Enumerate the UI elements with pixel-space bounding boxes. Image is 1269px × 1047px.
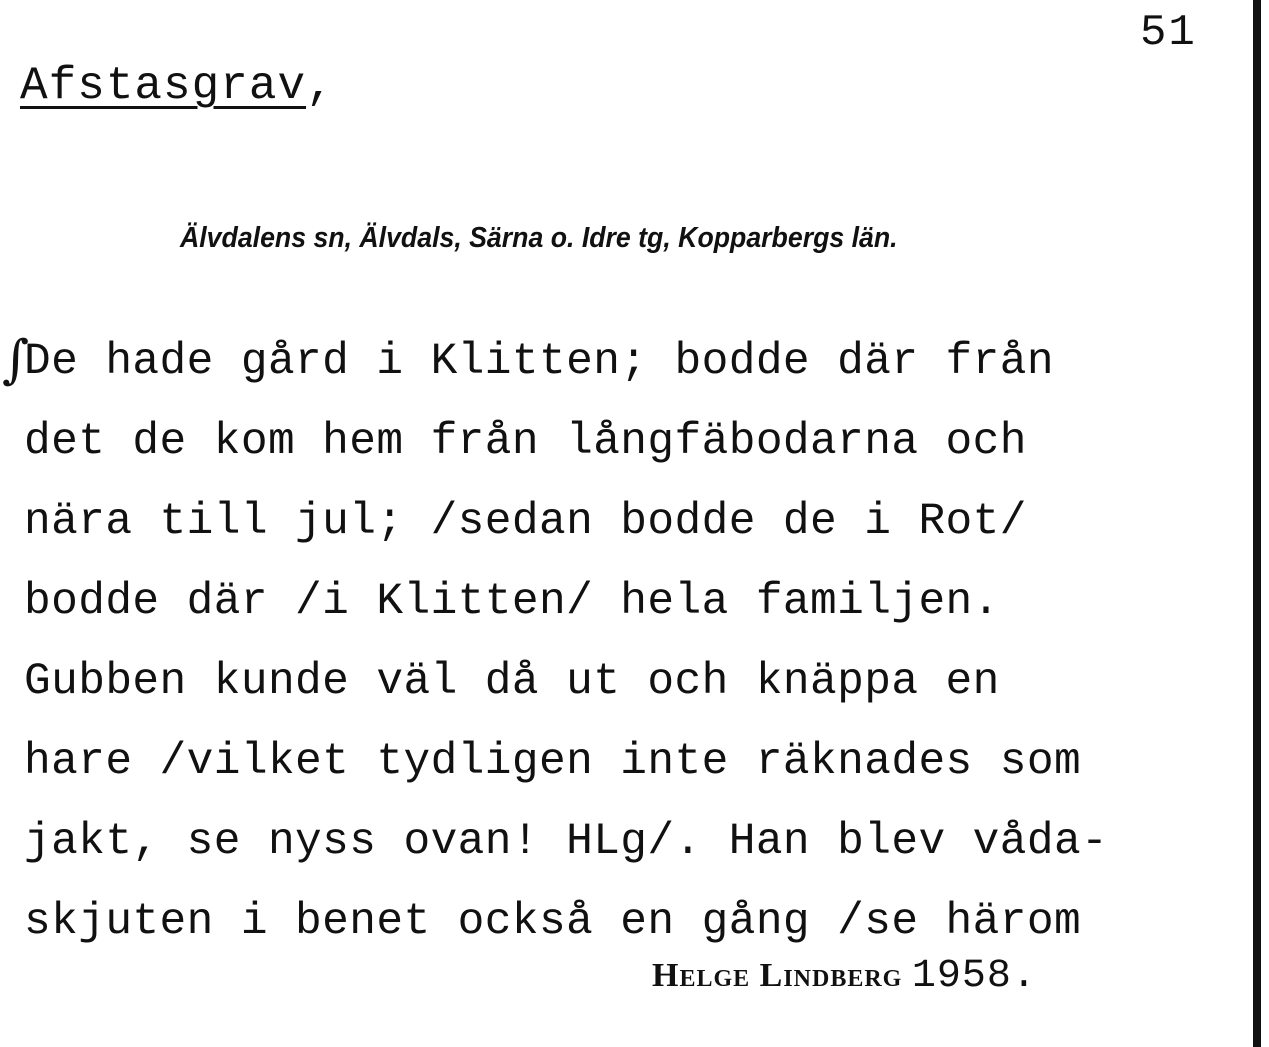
signature xyxy=(652,954,1037,999)
text-line: bodde där /i Klitten/ hela familjen. xyxy=(24,577,1000,627)
signature-name: Helge Lindberg xyxy=(652,957,903,994)
margin-bracket: ∫ xyxy=(2,330,30,390)
body-text xyxy=(24,322,1108,962)
text-line: det de kom hem från långfäbodarna och xyxy=(24,417,1027,467)
text-line: jakt, se nyss ovan! HLg/. Han blev våda- xyxy=(24,817,1109,867)
text-line: De hade gård i Klitten; bodde där från xyxy=(24,337,1054,387)
headword-text: Afstasgrav xyxy=(20,60,307,112)
text-line: nära till jul; /sedan bodde de i Rot/ xyxy=(24,497,1027,547)
card-edge-line xyxy=(1253,0,1261,1047)
headword-comma: , xyxy=(306,60,335,112)
text-line: Gubben kunde väl då ut och knäppa en xyxy=(24,657,1000,707)
signature-year: 1958 xyxy=(911,954,1012,999)
headword xyxy=(20,60,335,112)
signature-period: . xyxy=(1011,954,1037,999)
page-number: 51 xyxy=(1140,8,1197,58)
text-line: hare /vilket tydligen inte räknades som xyxy=(24,737,1082,787)
text-line: skjuten i benet också en gång /se härom xyxy=(24,897,1082,947)
place-line: Älvdalens sn, Älvdals, Särna o. Idre tg, Kopparbergs län. xyxy=(180,222,898,254)
